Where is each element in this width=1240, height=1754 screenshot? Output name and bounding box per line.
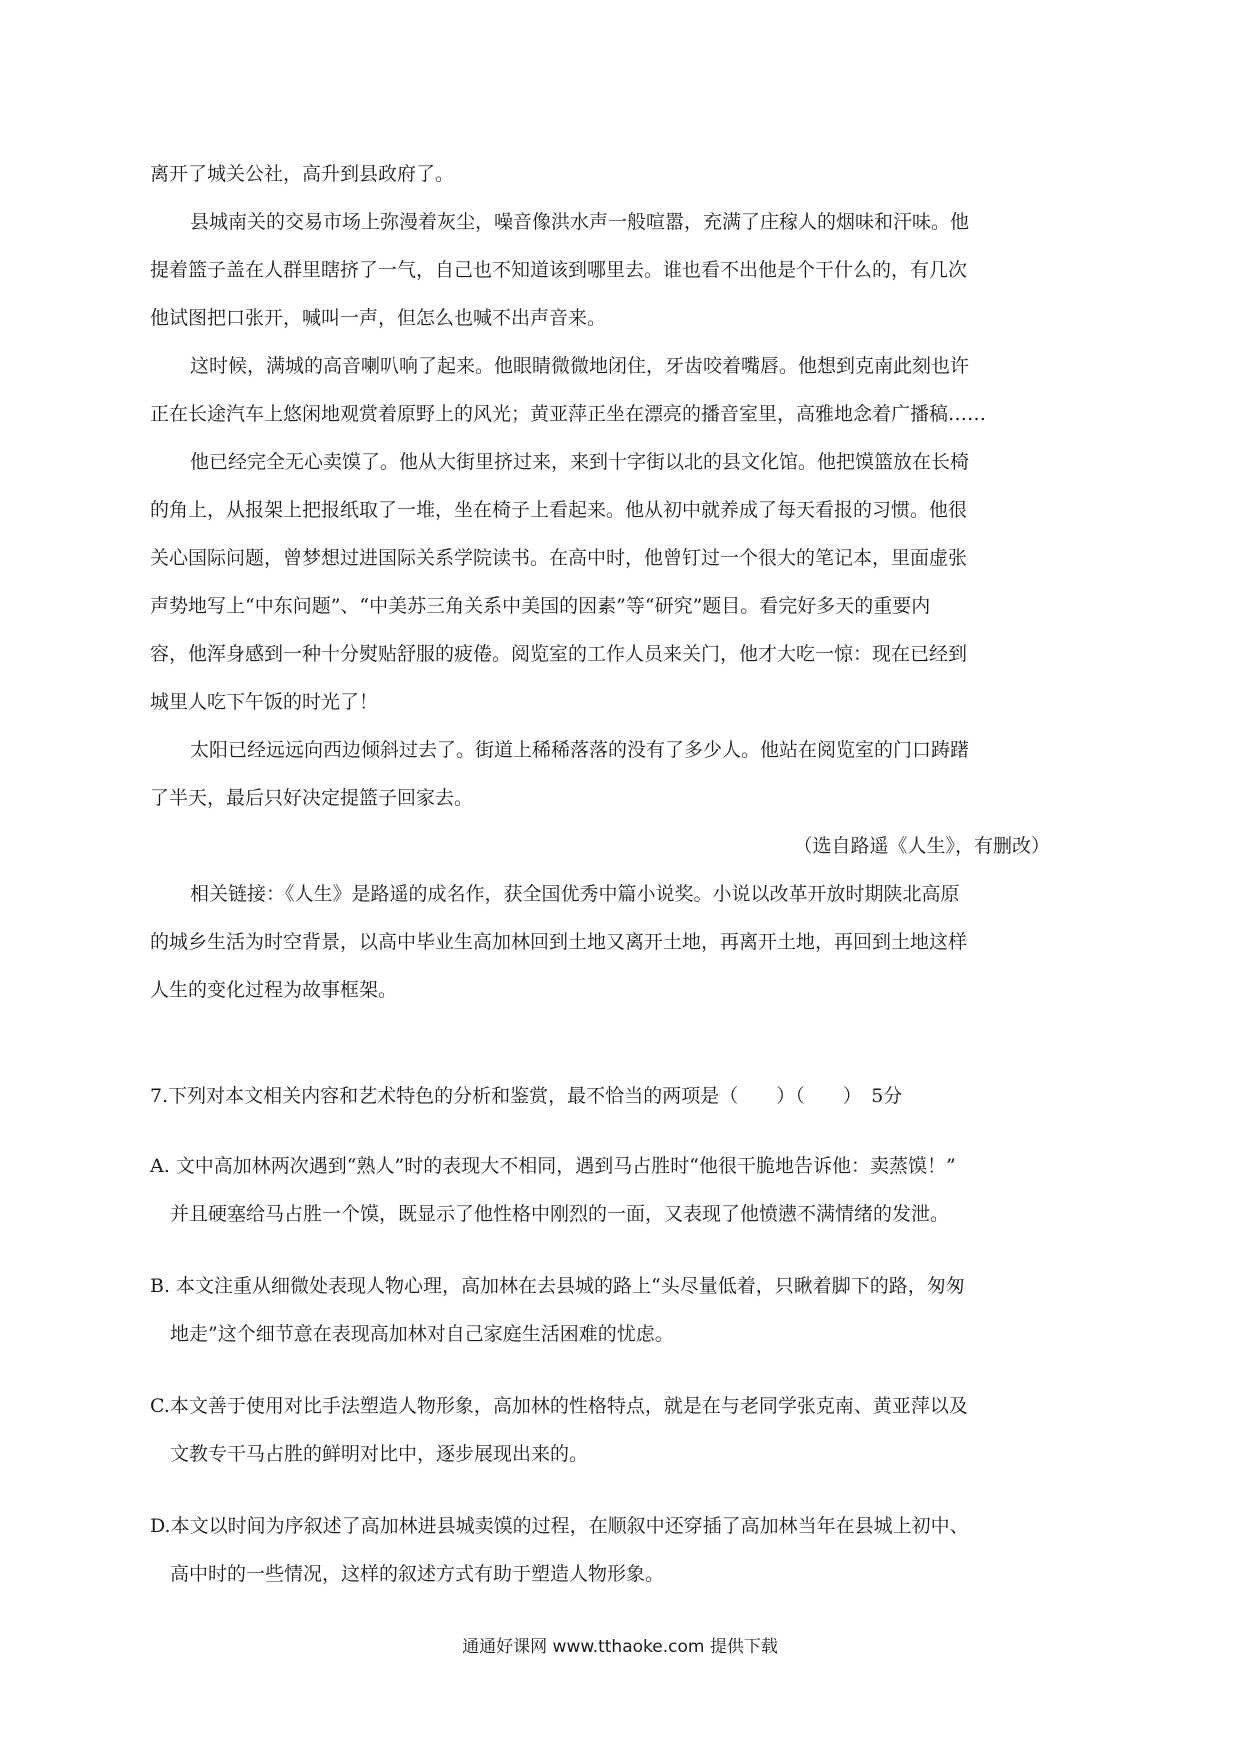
option-c [150,1382,1095,1478]
passage-line: 容，他浑身感到一种十分熨贴舒服的疲倦。阅览室的工作人员来关门，他才大吃一惊：现在已经到 [150,643,968,665]
source-citation: （选自路遥《人生》，有删改） [793,835,1050,857]
passage-line: 他试图把口张开，喊叫一声，但怎么也喊不出声音来。 [150,307,607,329]
related-link-line: 相关链接：《人生》是路遥的成名作，获全国优秀中篇小说奖。小说以改革开放时期陕北高原 [190,883,960,905]
related-link-line: 的城乡生活为时空背景，以高中毕业生高加林回到土地又离开土地，再离开土地，再回到土地这样 [150,931,968,953]
passage-line: 县城南关的交易市场上弥漫着灰尘，噪音像洪水声一般喧嚣，充满了庄稼人的烟味和汗味。他 [190,211,970,233]
page-footer: 通通好课网 www.tthaoke.com 提供下载 [462,1637,778,1657]
passage-line: 太阳已经远远向西边倾斜过去了。街道上稀稀落落的没有了多少人。他站在阅览室的门口踌躇 [190,739,970,761]
related-link-line: 人生的变化过程为故事框架。 [150,979,398,1001]
passage-line: 的角上，从报架上把报纸取了一堆，坐在椅子上看起来。他从初中就养成了每天看报的习惯。他很 [150,499,968,521]
option-line: 文教专干马占胜的鲜明对比中，逐步展现出来的。 [170,1443,589,1465]
passage-line: 城里人吃下午饭的时光了！ [150,691,379,713]
option-line: A. 文中高加林两次遇到“熟人”时的表现大不相同，遇到马占胜时“他很干脆地告诉他：卖蒸馍！” [150,1155,956,1177]
passage-line: 这时候，满城的高音喇叭响了起来。他眼睛微微地闭住，牙齿咬着嘴唇。他想到克南此刻也许 [190,355,970,377]
passage-line: 了半天，最后只好决定提篮子回家去。 [150,787,474,809]
question-7 [150,1072,1095,1622]
emphasis-char: 不 [586,1072,605,1120]
option-line: D.本文以时间为序叙述了高加林进县城卖馍的过程，在顺叙中还穿插了高加林当年在县城上初中、 [150,1515,969,1537]
option-d [150,1502,1095,1598]
question-title-before: 7.下列对本文相关内容和艺术特色的分析和鉴赏， [150,1085,568,1107]
question-title [150,1072,1095,1120]
option-b [150,1262,1095,1358]
passage-line: 离开了城关公社，高升到县政府了。 [150,163,455,185]
option-line: 高中时的一些情况，这样的叙述方式有助于塑造人物形象。 [170,1563,665,1585]
passage-line: 他已经完全无心卖馍了。他从大街里挤过来，来到十字街以北的县文化馆。他把馍篮放在长椅 [190,451,970,473]
passage-line: 提着篮子盖在人群里瞎挤了一气，自己也不知道该到哪里去。谁也看不出他是个干什么的，有几次 [150,259,968,281]
option-line: C.本文善于使用对比手法塑造人物形象，高加林的性格特点，就是在与老同学张克南、黄亚萍以及 [150,1395,968,1417]
emphasis-char: 恰 [605,1072,624,1120]
emphasized-phrase [567,1085,643,1107]
option-line: 并且硬塞给马占胜一个馍，既显示了他性格中刚烈的一面，又表现了他愤懑不满情绪的发泄。 [170,1203,950,1225]
option-a [150,1142,1095,1238]
passage-line: 关心国际问题，曾梦想过进国际关系学院读书。在高中时，他曾钉过一个很大的笔记本，里面虚张 [150,547,968,569]
question-title-after: 的两项是（ ）（ ） 5分 [643,1085,903,1107]
emphasis-char: 最 [567,1072,586,1120]
passage-line: 声势地写上“中东问题”、“中美苏三角关系中美国的因素”等“研究”题目。看完好多天的重要内 [150,595,931,617]
option-line: 地走”这个细节意在表现高加林对自己家庭生活困难的忧虑。 [170,1323,674,1345]
passage-line: 正在长途汽车上悠闲地观赏着原野上的风光；黄亚萍正坐在漂亮的播音室里，高雅地念着广播稿…… [150,403,987,425]
article-passage [150,150,1095,1014]
emphasis-char: 当 [624,1072,643,1120]
option-line: B. 本文注重从细微处表现人物心理，高加林在去县城的路上“头尽量低着，只瞅着脚下的路，匆匆 [150,1275,965,1297]
